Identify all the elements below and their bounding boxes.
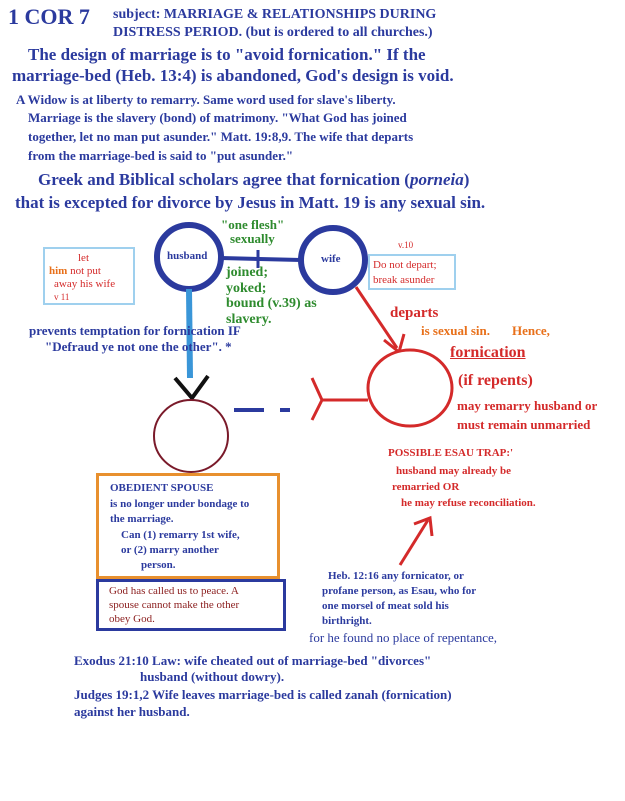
- chapter-reference: 1 COR 7: [8, 4, 90, 29]
- heb-line-4: birthright.: [322, 615, 372, 627]
- judges-line-2: against her husband.: [74, 704, 190, 719]
- v11-ref: v 11: [54, 292, 70, 302]
- black-arrow-head: [175, 376, 208, 398]
- heb-line-1: Heb. 12:16 any fornicator, or: [328, 570, 464, 582]
- remarry-line-1: may remarry husband or: [457, 398, 598, 413]
- greek-line-1-pre: Greek and Biblical scholars agree that fornication (: [38, 170, 410, 189]
- heb-line-5: for he found no place of repentance,: [309, 630, 498, 645]
- departed-wife-circle: [368, 350, 452, 426]
- peace-line-3: obey God.: [109, 613, 155, 625]
- obedient-spouse-circle: [154, 400, 228, 472]
- obedient-line-5: person.: [141, 559, 176, 571]
- break-asunder-line: break asunder: [373, 274, 435, 286]
- yoked-label: yoked;: [226, 281, 267, 296]
- obedient-line-1: is no longer under bondage to: [110, 498, 250, 510]
- esau-line-1: husband may already be: [396, 465, 512, 477]
- widow-line-1: A Widow is at liberty to remarry. Same word used for slave's liberty.: [16, 92, 396, 107]
- prevents-line-1: prevents temptation for fornication IF: [29, 323, 241, 338]
- widow-line-3: together, let no man put asunder." Matt. 19:8,9. The wife that departs: [28, 129, 414, 144]
- not-put-words: not put: [67, 265, 101, 277]
- obedient-line-4: or (2) marry another: [121, 544, 219, 556]
- obedient-spouse-box: [96, 473, 280, 579]
- subject-line-2: DISTRESS PERIOD. (but is ordered to all churches.): [113, 25, 433, 40]
- slavery-label: slavery.: [226, 312, 272, 327]
- design-line-2: marriage-bed (Heb. 13:4) is abandoned, God's design is void.: [12, 66, 454, 85]
- red-back-arrow-head: [312, 378, 322, 420]
- judges-line-1: Judges 19:1,2 Wife leaves marriage-bed is called zanah (fornication): [74, 687, 452, 702]
- if-repents-label: (if repents): [458, 372, 533, 389]
- exodus-line-2: husband (without dowry).: [140, 669, 285, 684]
- heb-line-2: profane person, as Esau, who for: [322, 585, 477, 597]
- do-not-depart-line: Do not depart;: [373, 259, 437, 271]
- widow-line-4: from the marriage-bed is said to "put asunder.": [28, 148, 294, 163]
- let-line: let: [78, 252, 89, 264]
- peace-line-2: spouse cannot make the other: [109, 599, 240, 611]
- esau-arrow-line: [400, 520, 428, 565]
- hence-label: Hence,: [512, 323, 550, 338]
- remarry-line-2: must remain unmarried: [457, 417, 591, 432]
- obedient-line-2: the marriage.: [110, 513, 174, 525]
- exodus-line-1: Exodus 21:10 Law: wife cheated out of marriage-bed "divorces": [74, 653, 432, 668]
- sexually-label: sexually: [230, 231, 275, 246]
- widow-line-2: Marriage is the slavery (bond) of matrimony. "What God has joined: [28, 110, 407, 125]
- esau-line-3: he may refuse reconciliation.: [401, 497, 536, 509]
- do-not-depart-box: [368, 254, 456, 290]
- subject-line-1: subject: MARRIAGE & RELATIONSHIPS DURING: [113, 7, 437, 22]
- peace-box: [96, 579, 286, 631]
- esau-line-2: remarried OR: [392, 481, 460, 493]
- greek-term: porneia: [409, 170, 464, 189]
- v10-ref: v.10: [398, 240, 414, 250]
- joined-label: joined;: [226, 265, 268, 280]
- prevents-line-2: "Defraud ye not one the other". *: [45, 339, 232, 354]
- marriage-bond-line: [221, 258, 301, 260]
- design-line-1: The design of marriage is to "avoid fornication." If the: [28, 45, 426, 64]
- one-flesh-label: "one flesh": [221, 217, 285, 232]
- him-word: him: [49, 265, 68, 277]
- is-sexual-sin-label: is sexual sin.: [421, 323, 490, 338]
- esau-trap-title: POSSIBLE ESAU TRAP:': [388, 447, 514, 459]
- obedient-title: OBEDIENT SPOUSE: [110, 482, 214, 494]
- wife-label: wife: [321, 253, 341, 265]
- away-line: away his wife: [54, 278, 116, 290]
- fornication-label: fornication: [450, 344, 526, 361]
- husband-label: husband: [167, 250, 208, 262]
- peace-line-1: God has called us to peace. A: [109, 585, 239, 597]
- let-him-box: [43, 247, 135, 305]
- heb-line-3: one morsel of meat sold his: [322, 600, 449, 612]
- greek-line-1-post: ): [463, 170, 470, 189]
- departs-label: departs: [390, 305, 439, 321]
- let-him-line: [49, 265, 101, 278]
- greek-line-2: that is excepted for divorce by Jesus in Matt. 19 is any sexual sin.: [15, 193, 486, 212]
- obedient-line-3: Can (1) remarry 1st wife,: [121, 529, 240, 541]
- bound-label: bound (v.39) as: [226, 296, 317, 311]
